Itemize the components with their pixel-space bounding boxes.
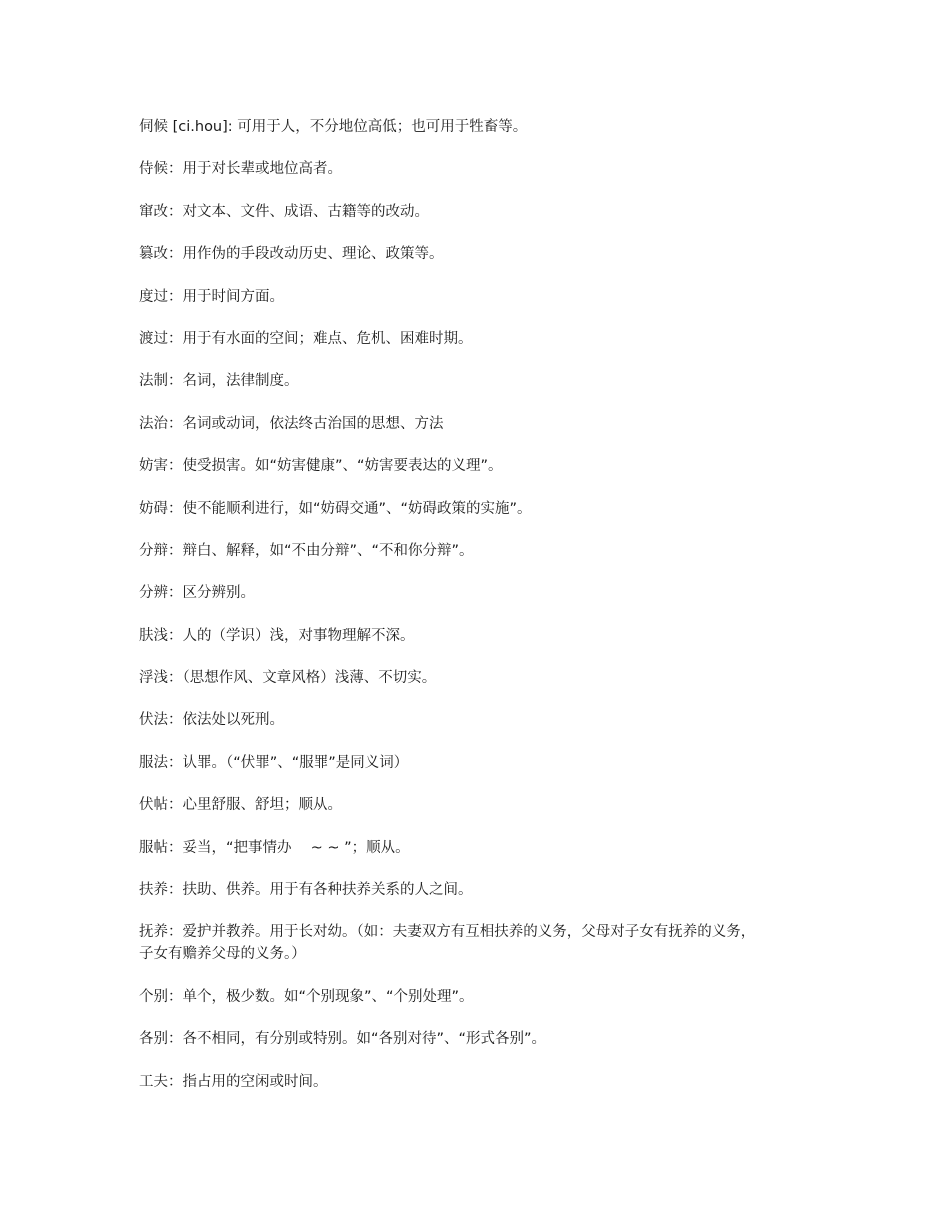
entry-duguo-2: 渡过：用于有水面的空间；难点、危机、困难时期。 [139,330,473,347]
entry-fufa: 伏法：依法处以死刑。 [139,712,284,729]
document-body [139,116,759,1113]
entry-fazhi-2: 法治：名词或动词，依法终古治国的思想、方法 [139,415,444,432]
entry-fenbian: 分辩：辩白、解释，如“不由分辩”、“不和你分辩”。 [139,542,474,559]
entry-fufa-2: 服法：认罪。（“伏罪”、“服罪”是同义词） [139,754,409,771]
entry-cuangai-2: 篡改：用作伪的手段改动历史、理论、政策等。 [139,246,444,263]
entry-cihou: 伺候 [ci.hou]: 可用于人，不分地位高低；也可用于牲畜等。 [139,119,528,135]
entry-gebie-2: 各别：各不相同，有分别或特别。如“各别对待”、“形式各别”。 [139,1031,547,1048]
entry-fuyang-2: 抚养：爱护并教养。用于长对幼。（如：夫妻双方有互相扶养的义务，父母对子女有抚养的义务，子女有赡养父母的义务。） [139,924,756,963]
entry-fuqian: 肤浅：人的（学识）浅，对事物理解不深。 [139,627,415,644]
entry-shihou: 侍候：用于对长辈或地位高者。 [139,161,342,178]
entry-fenbian-2: 分辨：区分辨别。 [139,585,255,602]
entry-gebie: 个别：单个，极少数。如“个别现象”、“个别处理”。 [139,988,474,1005]
entry-futie-2: 服帖：妥当，“把事情办 ~ ~ ”；顺从。 [139,839,410,856]
entry-gongfu: 工夫：指占用的空闲或时间。 [139,1073,328,1090]
entry-fazhi: 法制：名词，法律制度。 [139,373,299,390]
entry-duguo: 度过：用于时间方面。 [139,288,284,305]
entry-fuqian-2: 浮浅：（思想作风、文章风格）浅薄、不切实。 [139,670,437,687]
entry-futie: 伏帖：心里舒服、舒坦；顺从。 [139,797,342,814]
entry-cuangai: 窜改：对文本、文件、成语、古籍等的改动。 [139,203,429,220]
entry-fangai: 妨碍：使不能顺利进行，如“妨碍交通”、“妨碍政策的实施”。 [139,500,532,517]
entry-fuyang: 扶养：扶助、供养。用于有各种扶养关系的人之间。 [139,882,473,899]
entry-fanghai: 妨害：使受损害。如“妨害健康”、“妨害要表达的义理”。 [139,458,503,475]
